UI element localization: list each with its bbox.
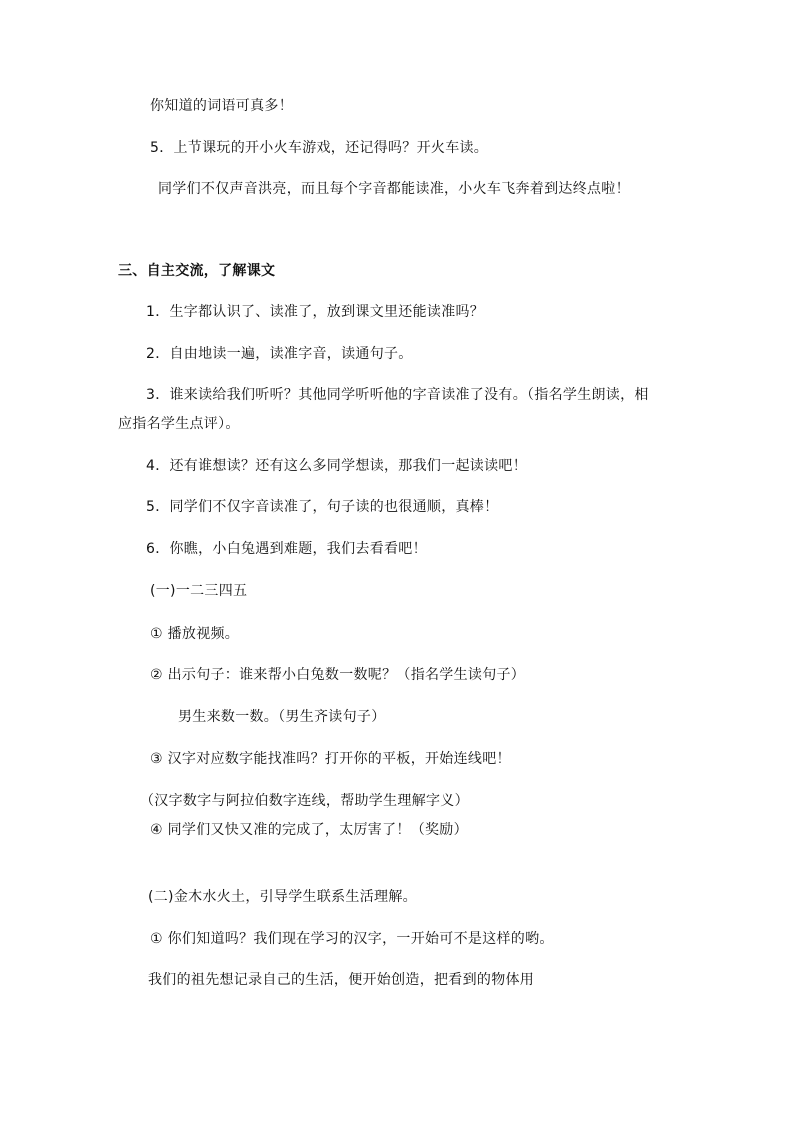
list-item: ② 出示句子：谁来帮小白兔数一数呢？（指名学生读句子） [150,667,526,683]
paragraph: 4．还有谁想读？还有这么多同学想读，那我们一起读读吧！ [146,458,528,474]
paragraph: （汉字数字与阿拉伯数字连线，帮助学生理解字义） [140,793,469,809]
paragraph: 男生来数一数。（男生齐读句子） [178,709,386,725]
list-item: ④ 同学们又快又准的完成了，太厉害了！（奖励） [150,822,468,838]
paragraph: 1．生字都认识了、读准了，放到课文里还能读准吗？ [146,304,485,320]
list-item: ③ 汉字对应数字能找准吗？打开你的平板，开始连线吧！ [150,751,511,767]
paragraph: 你知道的词语可真多！ [150,98,293,114]
paragraph: 5．同学们不仅字音读准了，句子读的也很通顺，真棒！ [146,499,499,515]
paragraph: 6．你瞧，小白兔遇到难题，我们去看看吧！ [146,541,427,557]
subheading: (一)一二三四五 [150,583,248,599]
paragraph: 5．上节课玩的开小火车游戏，还记得吗？开火车读。 [150,140,489,156]
subheading: (二)金木水火土，引导学生联系生活理解。 [148,889,417,905]
paragraph: 同学们不仅声音洪亮，而且每个字音都能读准，小火车飞奔着到达终点啦！ [158,181,630,197]
paragraph: 应指名学生点评）。 [118,416,240,432]
paragraph: 3．谁来读给我们听听？其他同学听听他的字音读准了没有。（指名学生朗读，相 [146,387,649,403]
section-heading: 三、自主交流，了解课文 [118,263,276,279]
paragraph: 2．自由地读一遍，读准字音，读通句子。 [146,346,413,362]
paragraph: 我们的祖先想记录自己的生活，便开始创造，把看到的物体用 [148,972,535,988]
list-item: ① 你们知道吗？我们现在学习的汉字，一开始可不是这样的哟。 [150,931,554,947]
list-item: ① 播放视频。 [150,626,240,642]
